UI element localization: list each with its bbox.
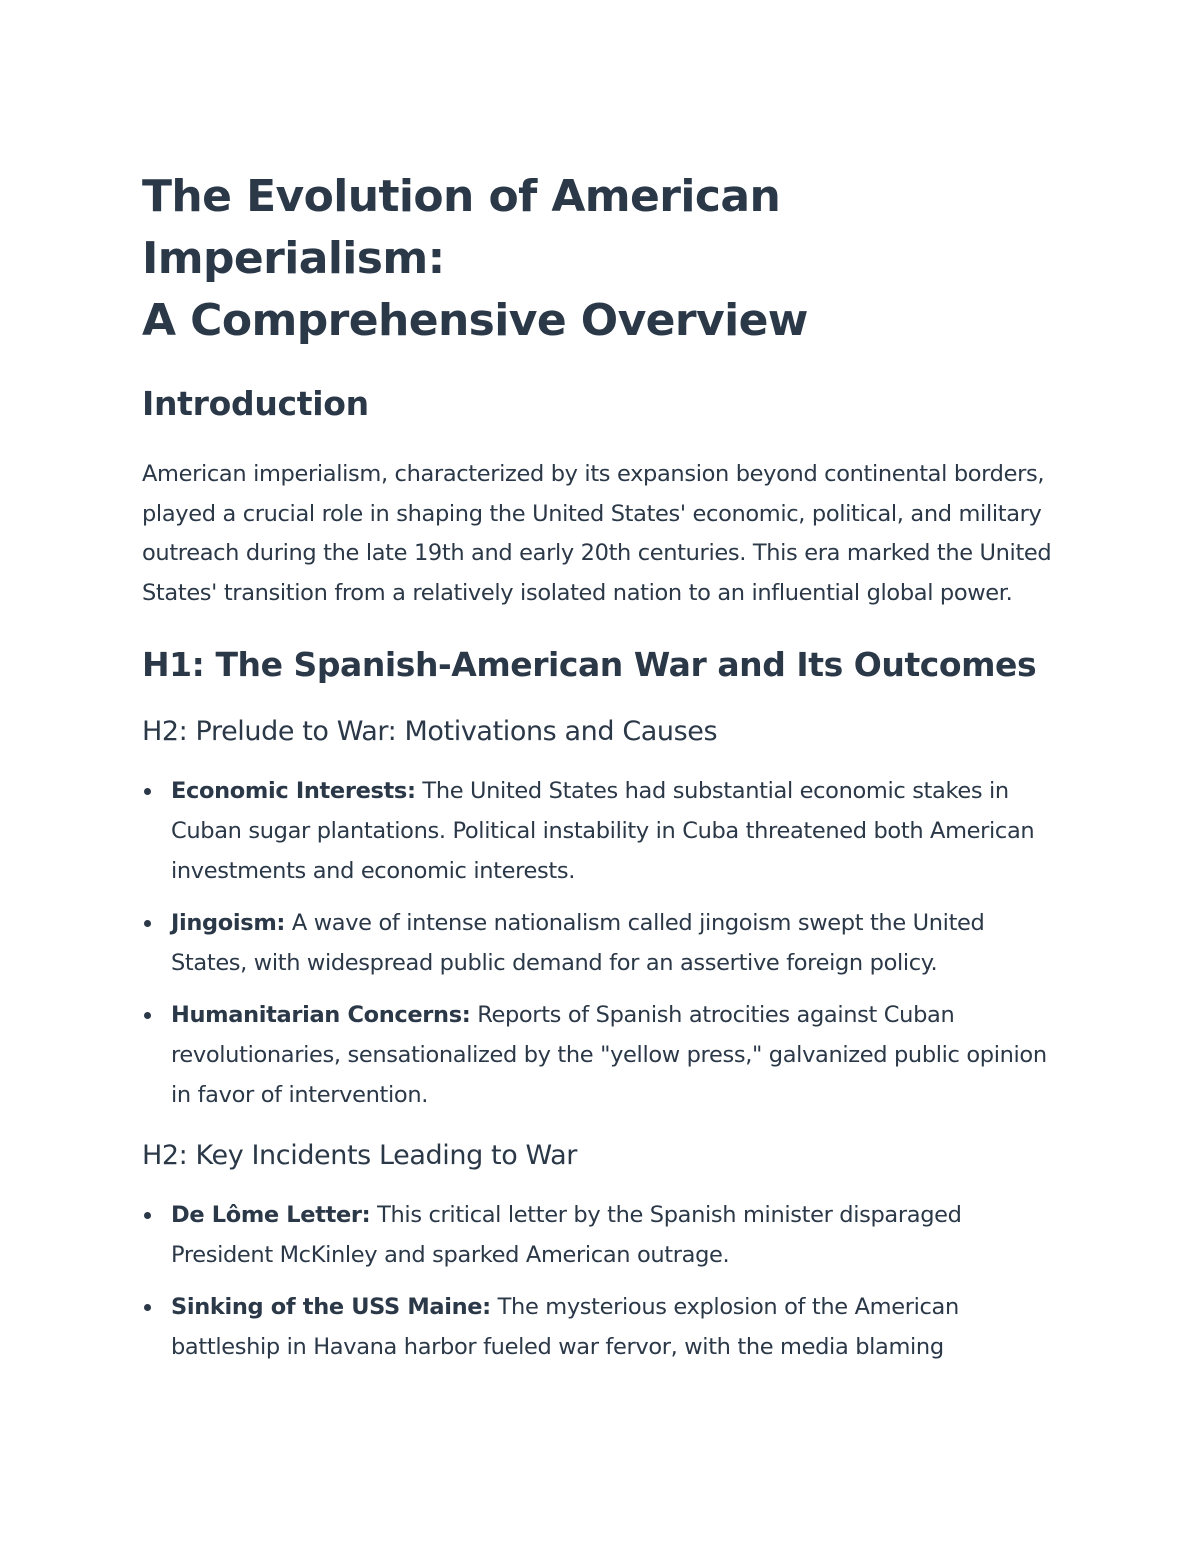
list-item-text: A wave of intense nationalism called jingoism swept the United States, with widespread public demand for an assertive foreign policy.: [171, 910, 985, 977]
title-line-1: The Evolution of American Imperialism:: [142, 171, 781, 284]
list-item-term: Sinking of the USS Maine:: [171, 1294, 491, 1321]
list-item-term: Jingoism:: [171, 910, 286, 937]
subheading-prelude-to-war: H2: Prelude to War: Motivations and Causes: [142, 716, 718, 748]
prelude-bullet-list: [142, 771, 1062, 1115]
list-item-term: Economic Interests:: [171, 778, 416, 805]
incidents-bullet-list: [142, 1195, 1062, 1367]
introduction-paragraph: American imperialism, characterized by its expansion beyond continental borders, played a crucial role in shaping the United States' economic, political, and military outreach during the late 19th and early 20th centuries. This era marked the United States' transition from a relatively isolated nation to an influential global power.: [142, 461, 1052, 606]
list-item: [142, 995, 1062, 1115]
list-item-term: De Lôme Letter:: [171, 1202, 371, 1229]
bullet-icon: [144, 920, 151, 927]
list-item: [142, 1287, 1062, 1367]
document-title: [142, 166, 1062, 352]
list-item: [142, 903, 1062, 983]
introduction-heading: Introduction: [142, 384, 369, 423]
bullet-icon: [144, 1304, 151, 1311]
subheading-key-incidents: H2: Key Incidents Leading to War: [142, 1140, 577, 1172]
section-heading-spanish-american-war: H1: The Spanish-American War and Its Outcomes: [142, 645, 1037, 685]
document-page: [142, 166, 1062, 1379]
bullet-icon: [144, 788, 151, 795]
list-item: [142, 771, 1062, 891]
title-line-2: A Comprehensive Overview: [142, 295, 808, 346]
list-item-text: Reports of Spanish atrocities against Cuban revolutionaries, sensationalized by the "yellow press," galvanized public opinion in favor of intervention.: [171, 1002, 1047, 1109]
bullet-icon: [144, 1212, 151, 1219]
list-item-text: The United States had substantial economic stakes in Cuban sugar plantations. Political instability in Cuba threatened both American investments and economic interests.: [171, 778, 1035, 885]
list-item: [142, 1195, 1062, 1275]
list-item-text: The mysterious explosion of the American battleship in Havana harbor fueled war fervor, with the media blaming: [171, 1294, 959, 1361]
list-item-text: This critical letter by the Spanish minister disparaged President McKinley and sparked American outrage.: [171, 1202, 962, 1269]
bullet-icon: [144, 1012, 151, 1019]
list-item-term: Humanitarian Concerns:: [171, 1002, 471, 1029]
